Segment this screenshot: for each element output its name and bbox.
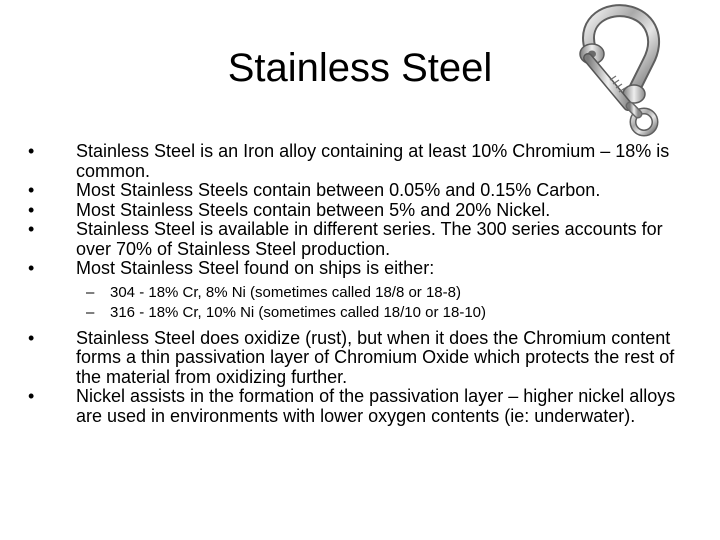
bullet-text: Most Stainless Steel found on ships is either: <box>76 258 435 278</box>
bullet-marker: • <box>28 327 35 348</box>
shackle-icon <box>568 2 668 140</box>
dash-marker: – <box>86 283 95 301</box>
sub-bullet-text: 316 - 18% Cr, 10% Ni (sometimes called 18/10 or 18-10) <box>110 303 487 321</box>
bullet-text: Most Stainless Steels contain between 0.05% and 0.15% Carbon. <box>76 180 601 200</box>
list-item <box>28 181 688 201</box>
bullet-text: Stainless Steel does oxidize (rust), but when it does the Chromium content forms a thin passivation layer of Chromium Oxide which protects the rest of the material from oxidizing further. <box>76 327 675 387</box>
bullet-marker: • <box>28 180 35 200</box>
bullet-text: Stainless Steel is an Iron alloy containing at least 10% Chromium – 18% is common. <box>76 141 670 181</box>
bullet-text: Nickel assists in the formation of the passivation layer – higher nickel alloys are used in environments with lower oxygen contents (ie: underwater). <box>76 386 676 426</box>
list-item <box>28 259 688 279</box>
bullet-marker: • <box>28 386 35 406</box>
bullet-marker: • <box>28 219 35 239</box>
list-item <box>28 329 688 388</box>
sub-list-item <box>28 303 688 323</box>
bullet-list <box>28 142 688 279</box>
bullet-marker: • <box>28 141 35 161</box>
bullet-text: Stainless Steel is available in different series. The 300 series accounts for over 70% of Stainless Steel production. <box>76 219 663 259</box>
slide-body <box>28 142 688 426</box>
bullet-marker: • <box>28 258 35 278</box>
bullet-list-continued <box>28 329 688 427</box>
bullet-marker: • <box>28 199 35 220</box>
slide-title: Stainless Steel <box>227 46 493 90</box>
list-item <box>28 201 688 221</box>
list-item <box>28 387 688 426</box>
list-item <box>28 220 688 259</box>
dash-marker: – <box>86 303 95 321</box>
sub-bullet-text: 304 - 18% Cr, 8% Ni (sometimes called 18/8 or 18-8) <box>110 283 461 301</box>
list-item <box>28 142 688 181</box>
bullet-text: Most Stainless Steels contain between 5% and 20% Nickel. <box>76 199 551 220</box>
sub-bullet-list <box>28 283 688 323</box>
sub-list-item <box>28 283 688 303</box>
